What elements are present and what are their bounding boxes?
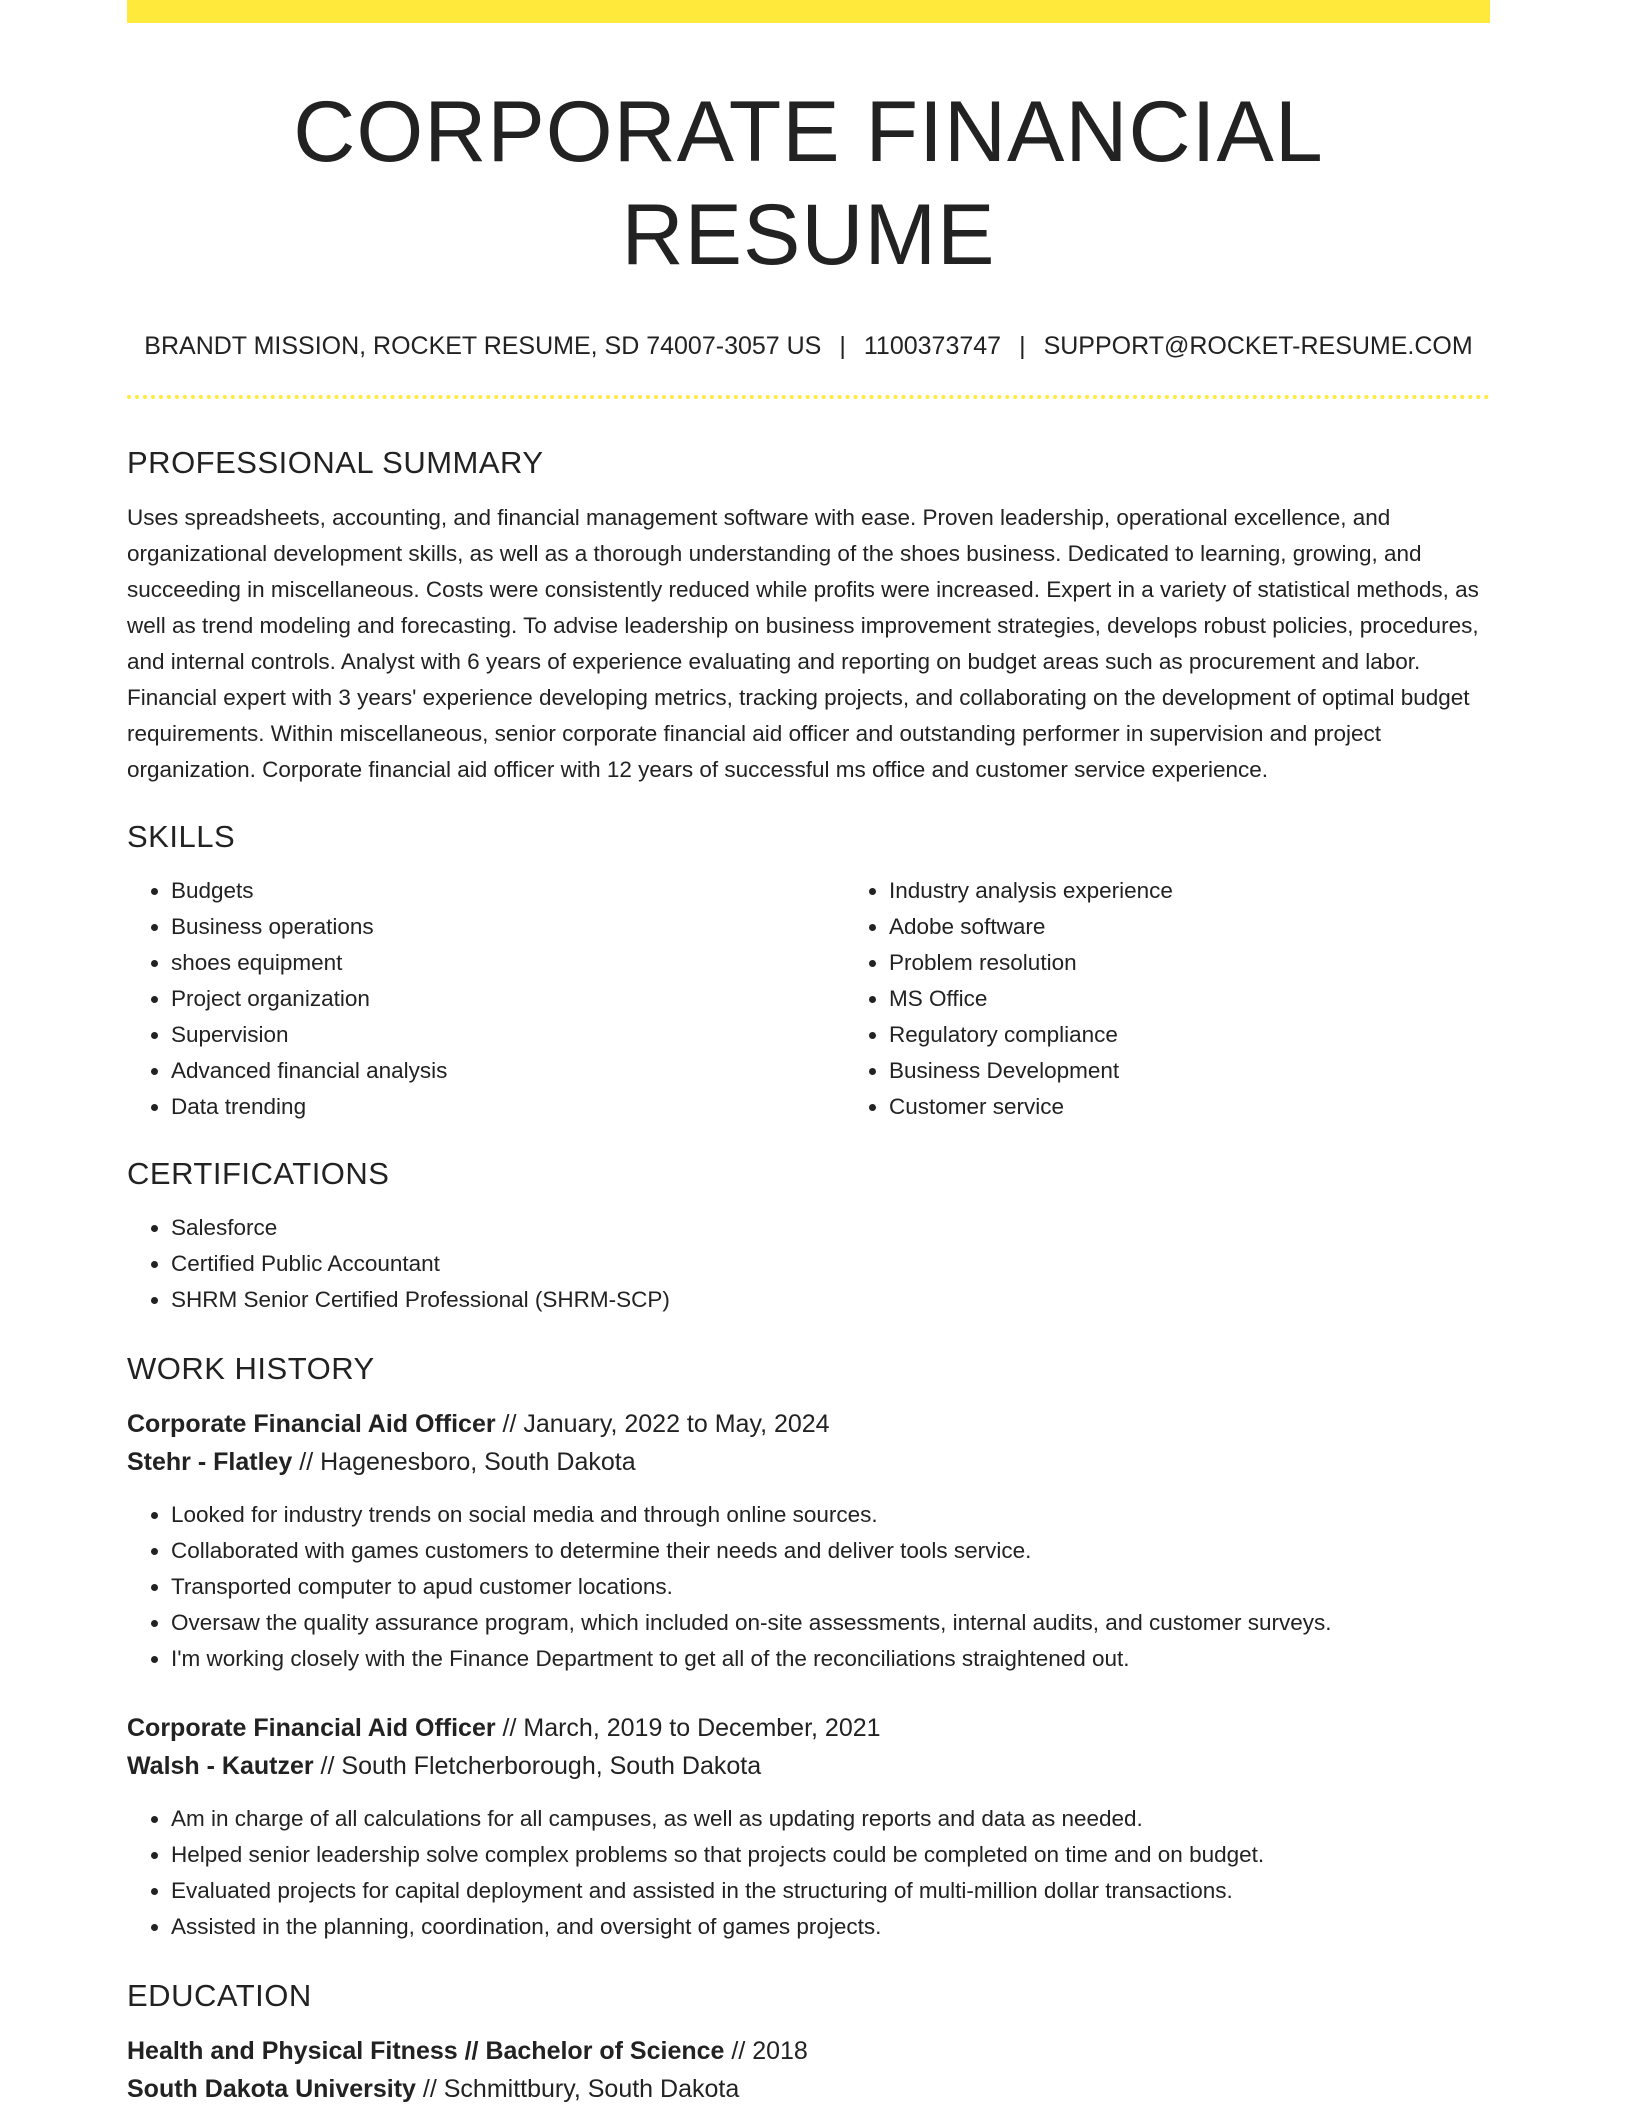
contact-separator: | <box>839 332 846 361</box>
certification-item: • Salesforce <box>171 1210 1490 1246</box>
resume-page <box>127 0 1490 2108</box>
skill-item: • Customer service <box>889 1089 1563 1125</box>
job-bullets <box>127 1497 1490 1677</box>
education-entry <box>127 2032 1490 2108</box>
skill-item: • Regulatory compliance <box>889 1017 1563 1053</box>
education-degree: Health and Physical Fitness // Bachelor of Science <box>127 2037 725 2066</box>
top-accent-bar <box>127 0 1490 23</box>
job-location: // South Fletcherborough, South Dakota <box>313 1752 762 1781</box>
summary-text: Uses spreadsheets, accounting, and financial management software with ease. Proven leadership, operational excellence, and organizational development skills, as well as a thorough understanding of the shoes business. Dedicated to learning, growing, and succeeding in miscellaneous. Costs were consistently reduced while profits were increased. Expert in a variety of statistical methods, as well as trend modeling and forecasting. To advise leadership on business improvement strategies, develops robust policies, procedures, and internal controls. Analyst with 6 years of experience evaluating and reporting on budget areas such as procurement and labor. Financial expert with 3 years' experience developing metrics, tracking projects, and collaborating on the development of optimal budget requirements. Within miscellaneous, senior corporate financial aid officer and outstanding performer in supervision and project organization. Corporate financial aid officer with 12 years of successful ms office and customer service experience. <box>127 504 1479 782</box>
skill-item: • Business operations <box>171 909 845 945</box>
education-school-line <box>127 2070 1490 2108</box>
certifications-list <box>127 1210 1490 1318</box>
skill-item: • Adobe software <box>889 909 1563 945</box>
job-location: // Hagenesboro, South Dakota <box>292 1448 636 1477</box>
education-school: South Dakota University <box>127 2075 416 2104</box>
skills-columns <box>127 873 1490 1125</box>
job-bullet: • Oversaw the quality assurance program, which included on-site assessments, internal audits, and customer surveys. <box>171 1605 1490 1641</box>
job-title-line <box>127 1709 1490 1747</box>
job-title-line <box>127 1405 1490 1443</box>
dotted-divider <box>127 395 1490 399</box>
work-history-heading: WORK HISTORY <box>127 1350 375 1386</box>
skill-item: • shoes equipment <box>171 945 845 981</box>
education-year: // 2018 <box>724 2037 808 2066</box>
job-bullet: • Helped senior leadership solve complex problems so that projects could be completed on time and on budget. <box>171 1837 1490 1873</box>
skill-item: • Data trending <box>171 1089 845 1125</box>
skill-item: • Supervision <box>171 1017 845 1053</box>
contact-email[interactable]: SUPPORT@ROCKET-RESUME.COM <box>1043 332 1473 361</box>
contact-address: BRANDT MISSION, ROCKET RESUME, SD 74007-3057 US <box>144 332 822 361</box>
job-company-line <box>127 1747 1490 1785</box>
skills-heading: SKILLS <box>127 818 236 854</box>
certification-item: • SHRM Senior Certified Professional (SHRM-SCP) <box>171 1282 1490 1318</box>
job-bullet: • Transported computer to apud customer locations. <box>171 1569 1490 1605</box>
job-company: Walsh - Kautzer <box>127 1752 314 1781</box>
certifications-heading: CERTIFICATIONS <box>127 1155 390 1191</box>
skill-item: • Business Development <box>889 1053 1563 1089</box>
education-location: // Schmittbury, South Dakota <box>415 2075 740 2104</box>
skill-item: • Budgets <box>171 873 845 909</box>
job-entry <box>127 1709 1490 1945</box>
job-company: Stehr - Flatley <box>127 1448 293 1477</box>
job-bullet: • I'm working closely with the Finance Department to get all of the reconciliations straightened out. <box>171 1641 1490 1677</box>
job-bullets <box>127 1801 1490 1945</box>
skills-list-left <box>127 873 845 1125</box>
job-bullet: • Collaborated with games customers to determine their needs and deliver tools service. <box>171 1533 1490 1569</box>
job-bullet: • Assisted in the planning, coordination, and oversight of games projects. <box>171 1909 1490 1945</box>
skill-item: • Problem resolution <box>889 945 1563 981</box>
job-position: Corporate Financial Aid Officer <box>127 1714 496 1743</box>
job-bullet: • Am in charge of all calculations for all campuses, as well as updating reports and data as needed. <box>171 1801 1490 1837</box>
skill-item: • Project organization <box>171 981 845 1017</box>
certification-item: • Certified Public Accountant <box>171 1246 1490 1282</box>
summary-heading: PROFESSIONAL SUMMARY <box>127 445 544 481</box>
job-entry <box>127 1405 1490 1677</box>
job-dates: // March, 2019 to December, 2021 <box>495 1714 881 1743</box>
job-dates: // January, 2022 to May, 2024 <box>495 1410 830 1439</box>
job-company-line <box>127 1443 1490 1481</box>
job-bullet: • Looked for industry trends on social media and through online sources. <box>171 1497 1490 1533</box>
skill-item: • Industry analysis experience <box>889 873 1563 909</box>
education-degree-line <box>127 2032 1490 2070</box>
job-bullet: • Evaluated projects for capital deployment and assisted in the structuring of multi-million dollar transactions. <box>171 1873 1490 1909</box>
resume-title: CORPORATE FINANCIAL RESUME <box>293 84 1324 284</box>
contact-separator: | <box>1019 332 1026 361</box>
skill-item: • MS Office <box>889 981 1563 1017</box>
skill-item: • Advanced financial analysis <box>171 1053 845 1089</box>
skills-list-right <box>845 873 1563 1125</box>
education-heading: EDUCATION <box>127 1978 312 2014</box>
contact-line <box>127 331 1490 361</box>
job-position: Corporate Financial Aid Officer <box>127 1410 496 1439</box>
contact-phone[interactable]: 1100373747 <box>863 332 1002 361</box>
